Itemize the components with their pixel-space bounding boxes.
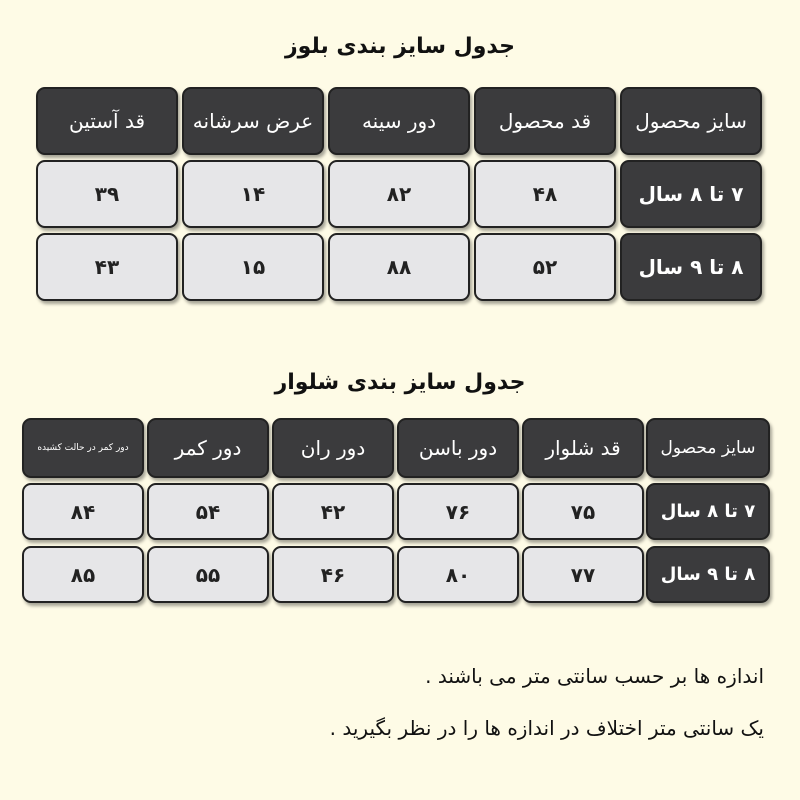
pants-row-size: ۷ تا ۸ سال — [646, 483, 770, 540]
blouse-table-title: جدول سایز بندی بلوز — [285, 34, 515, 59]
blouse-header-size: سایز محصول — [620, 87, 762, 155]
pants-cell: ۵۵ — [147, 546, 269, 603]
note-units: اندازه ها بر حسب سانتی متر می باشند . — [425, 664, 764, 688]
pants-cell: ۴۲ — [272, 483, 394, 540]
blouse-header-chest: دور سینه — [328, 87, 470, 155]
pants-cell: ۷۷ — [522, 546, 644, 603]
blouse-row-size: ۸ تا ۹ سال — [620, 233, 762, 301]
blouse-header-sleeve: قد آستین — [36, 87, 178, 155]
blouse-cell: ۳۹ — [36, 160, 178, 228]
pants-header-thigh: دور ران — [272, 418, 394, 478]
pants-header-hip: دور باسن — [397, 418, 519, 478]
pants-cell: ۸۴ — [22, 483, 144, 540]
blouse-cell: ۴۳ — [36, 233, 178, 301]
note-tolerance: یک سانتی متر اختلاف در اندازه ها را در نظر بگیرید . — [329, 716, 764, 740]
pants-cell: ۷۵ — [522, 483, 644, 540]
pants-cell: ۵۴ — [147, 483, 269, 540]
pants-header-length: قد شلوار — [522, 418, 644, 478]
blouse-header-length: قد محصول — [474, 87, 616, 155]
blouse-cell: ۱۴ — [182, 160, 324, 228]
pants-cell: ۷۶ — [397, 483, 519, 540]
blouse-header-shoulder: عرض سرشانه — [182, 87, 324, 155]
pants-row-size: ۸ تا ۹ سال — [646, 546, 770, 603]
blouse-cell: ۴۸ — [474, 160, 616, 228]
blouse-cell: ۵۲ — [474, 233, 616, 301]
pants-header-waist: دور کمر — [147, 418, 269, 478]
pants-cell: ۴۶ — [272, 546, 394, 603]
blouse-cell: ۸۸ — [328, 233, 470, 301]
pants-table-title: جدول سایز بندی شلوار — [274, 370, 526, 395]
pants-header-size: سایز محصول — [646, 418, 770, 478]
pants-cell: ۸۵ — [22, 546, 144, 603]
blouse-cell: ۱۵ — [182, 233, 324, 301]
pants-header-stretched-waist: دور کمر در حالت کشیده — [22, 418, 144, 478]
blouse-cell: ۸۲ — [328, 160, 470, 228]
pants-cell: ۸۰ — [397, 546, 519, 603]
blouse-row-size: ۷ تا ۸ سال — [620, 160, 762, 228]
